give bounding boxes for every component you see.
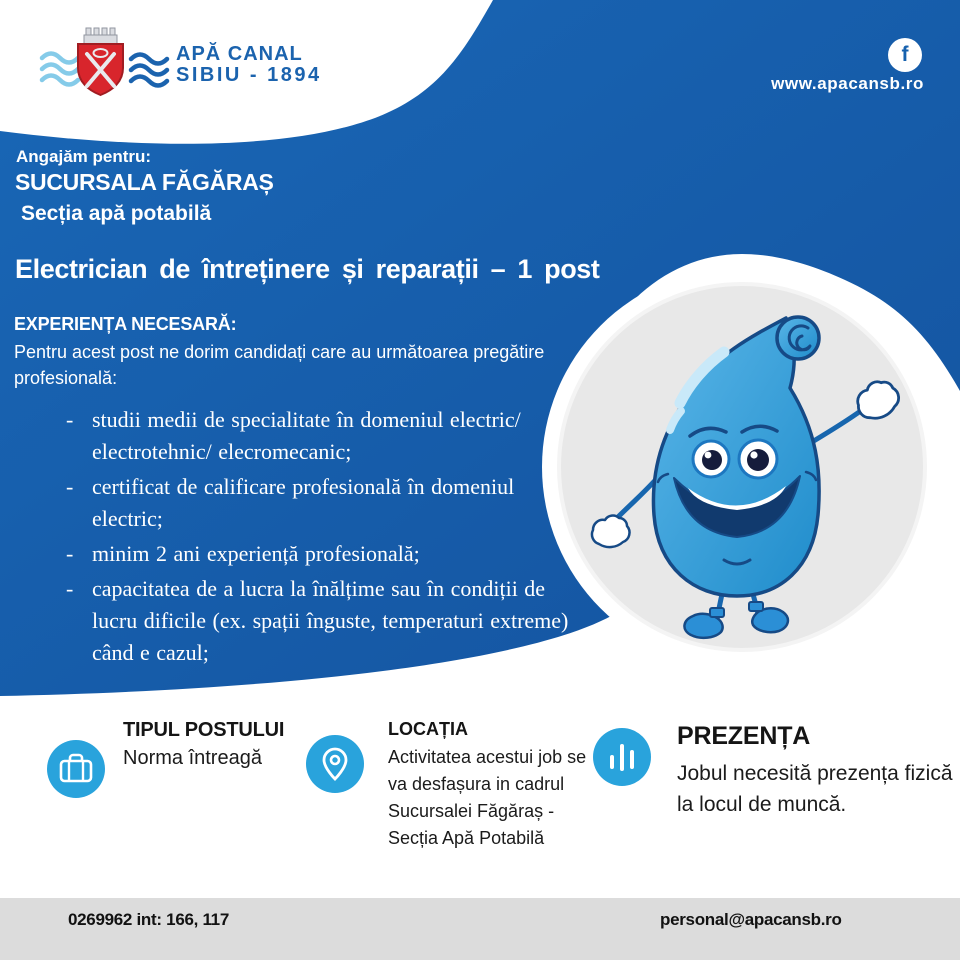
facebook-glyph: f (901, 43, 909, 66)
requirement-item: - capacitatea de a lucra la înălțime sau în condiții de lucru dificile (ex. spații înguste, temperaturi extreme) când e cazul; (64, 573, 569, 669)
footer-phone: 0269962 int: 166, 117 (68, 910, 229, 929)
footer-email[interactable]: personal@apacansb.ro (660, 910, 842, 929)
mascot-left-glove (592, 516, 630, 548)
hiring-intro: Angajăm pentru: (16, 147, 152, 166)
website-link[interactable]: www.apacansb.ro (771, 74, 924, 93)
briefcase-icon (47, 740, 105, 798)
brand-name-line1: APĂ CANAL (176, 43, 303, 65)
location-title: LOCAȚIA (388, 719, 468, 739)
job-type-value: Norma întreagă (123, 747, 262, 769)
water-waves-left (42, 54, 78, 85)
sibiu-crest-shield (78, 44, 123, 95)
job-title: Electrician de întreținere și reparații – 1 post (15, 254, 600, 284)
experience-heading: EXPERIENȚA NECESARĂ: (14, 314, 237, 334)
requirement-item: - certificat de calificare profesională în domeniul electric; (64, 471, 569, 535)
requirement-item: - minim 2 ani experiență profesională; (64, 538, 569, 570)
requirement-item: - studii medii de specialitate în domeniul electric/ electrotehnic/ elecromecanic; (64, 404, 569, 468)
presence-title: PREZENȚA (677, 722, 811, 750)
location-pin-icon (306, 735, 364, 793)
experience-intro: Pentru acest post ne dorim candidați care au următoarea pregătire profesională: (14, 342, 545, 388)
department-name: Secția apă potabilă (21, 202, 212, 225)
company-logo (38, 26, 173, 98)
presence-value: Jobul necesită prezența fizică la locul de muncă. (677, 762, 953, 816)
water-waves-right (131, 55, 167, 86)
sibiu-crest-crown (84, 28, 117, 44)
branch-name: SUCURSALA FĂGĂRAȘ (15, 169, 274, 195)
facebook-icon[interactable] (888, 38, 922, 72)
brand-name (176, 44, 322, 86)
requirements-list (64, 404, 569, 672)
job-type-title: TIPUL POSTULUI (123, 719, 285, 741)
bar-chart-icon (593, 728, 651, 786)
location-value: Activitatea acestui job se va desfașura in cadrul Sucursalei Făgăraș - Secția Apă Potabilă (388, 747, 587, 848)
brand-name-line2: SIBIU - 1894 (176, 64, 322, 86)
